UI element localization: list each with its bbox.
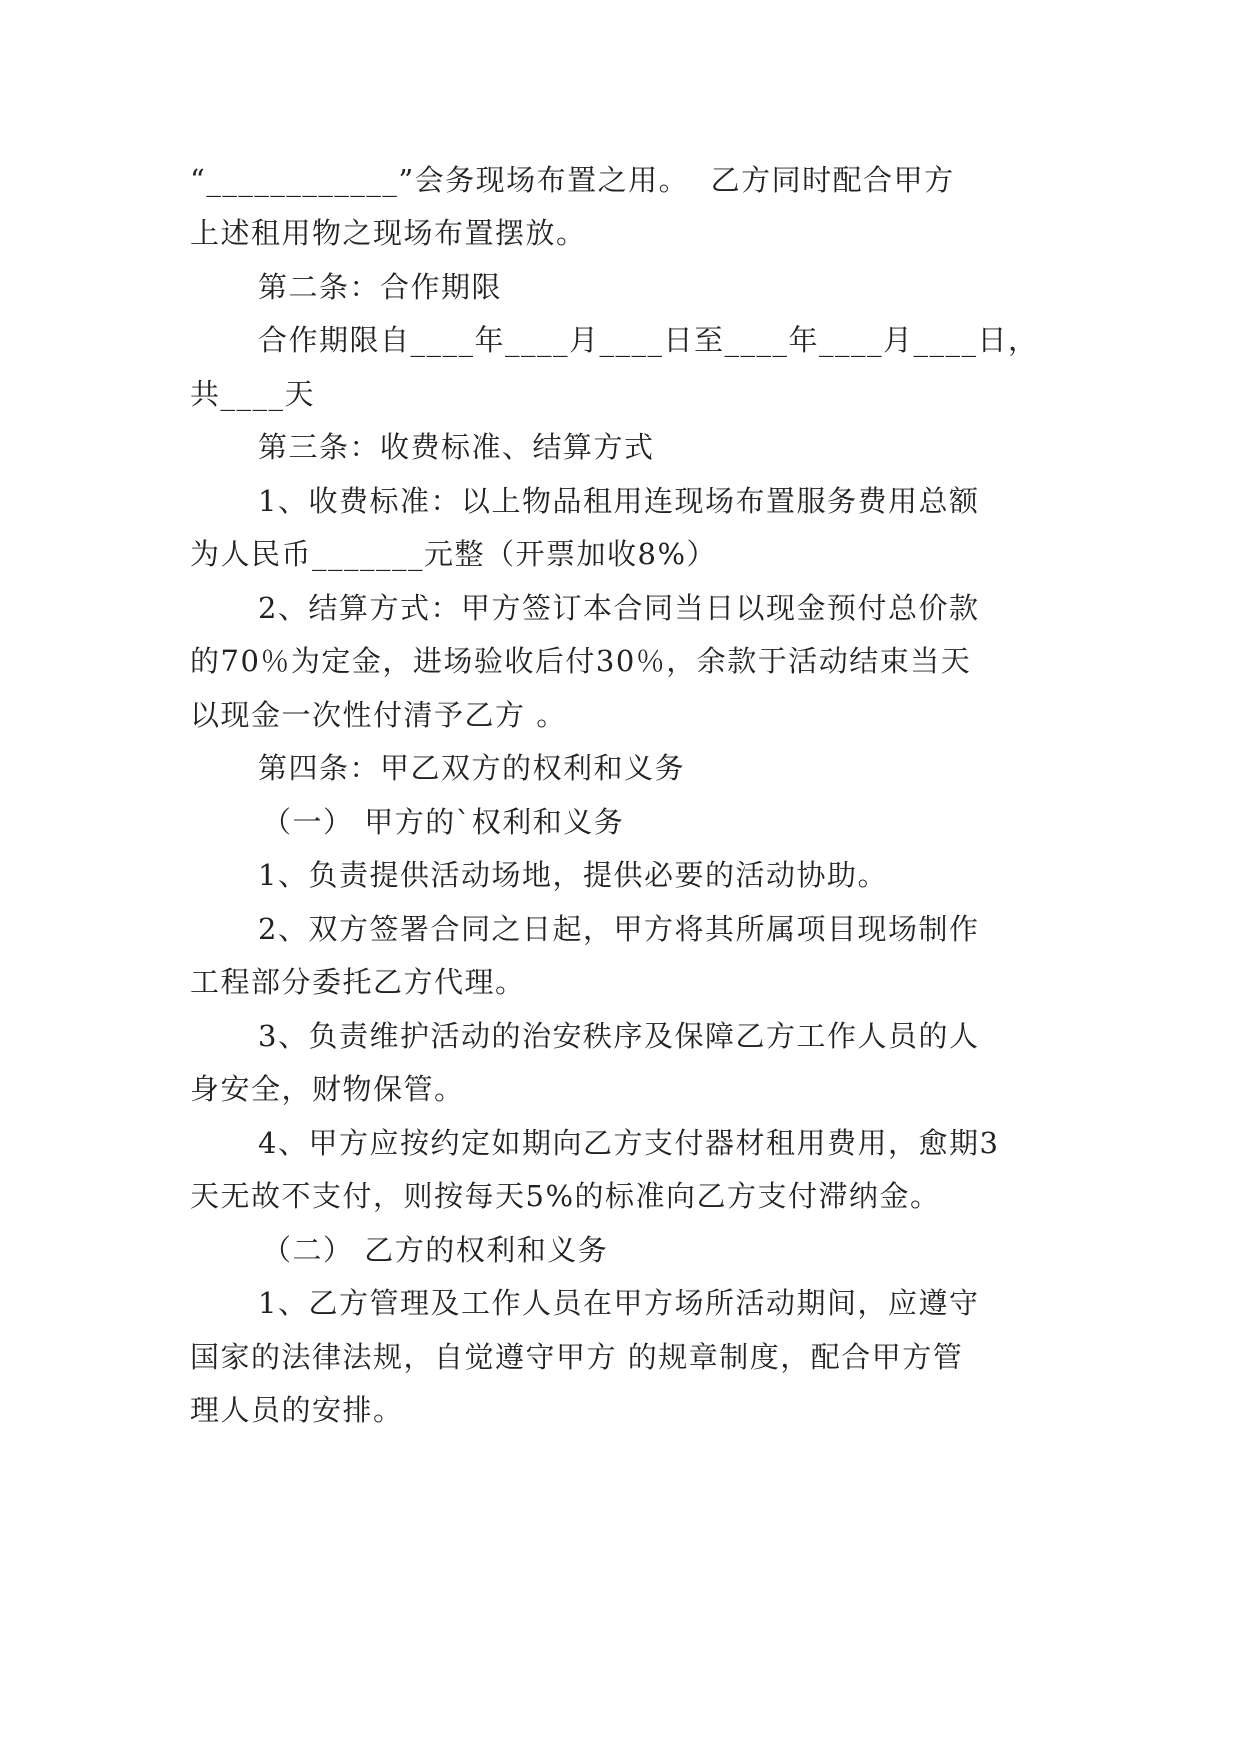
text-line: 工程部分委托乙方代理。	[190, 965, 526, 999]
text-line: 理人员的安排。	[190, 1393, 404, 1427]
section-heading: 第二条：合作期限	[258, 270, 503, 304]
text-line: 3、负责维护活动的治安秩序及保障乙方工作人员的人	[258, 1019, 980, 1053]
text-line: 共____天	[190, 377, 316, 411]
section-heading: 第四条：甲乙双方的权利和义务	[258, 751, 686, 785]
text-line: 的70％为定金，进场验收后付30％，余款于活动结束当天	[190, 644, 972, 678]
section-heading: 第三条：收费标准、结算方式	[258, 430, 655, 464]
text-line: 国家的法律法规，自觉遵守甲方 的规章制度，配合甲方管	[190, 1340, 964, 1374]
subsection-heading: （一） 甲方的`权利和义务	[262, 805, 625, 839]
text-line: 以现金一次性付清予乙方 。	[190, 698, 567, 732]
text-line: 1、收费标准：以上物品租用连现场布置服务费用总额	[258, 484, 980, 518]
text-line: 天无故不支付，则按每天5%的标准向乙方支付滞纳金。	[190, 1179, 941, 1213]
text-line: 2、双方签署合同之日起，甲方将其所属项目现场制作	[258, 912, 980, 946]
text-line: “____________”会务现场布置之用。 乙方同时配合甲方	[190, 163, 955, 197]
text-line: 1、负责提供活动场地，提供必要的活动协助。	[258, 858, 888, 892]
text-line: 4、甲方应按约定如期向乙方支付器材租用费用，愈期3	[258, 1126, 1000, 1160]
text-line: 身安全，财物保管。	[190, 1072, 465, 1106]
subsection-heading: （二） 乙方的权利和义务	[262, 1233, 609, 1267]
text-line: 合作期限自____年____月____日至____年____月____日，	[258, 323, 1039, 357]
text-line: 1、乙方管理及工作人员在甲方场所活动期间，应遵守	[258, 1286, 980, 1320]
text-line: 上述租用物之现场布置摆放。	[190, 216, 587, 250]
text-line: 为人民币_______元整（开票加收8%）	[190, 537, 718, 571]
text-line: 2、结算方式：甲方签订本合同当日以现金预付总价款	[258, 591, 980, 625]
